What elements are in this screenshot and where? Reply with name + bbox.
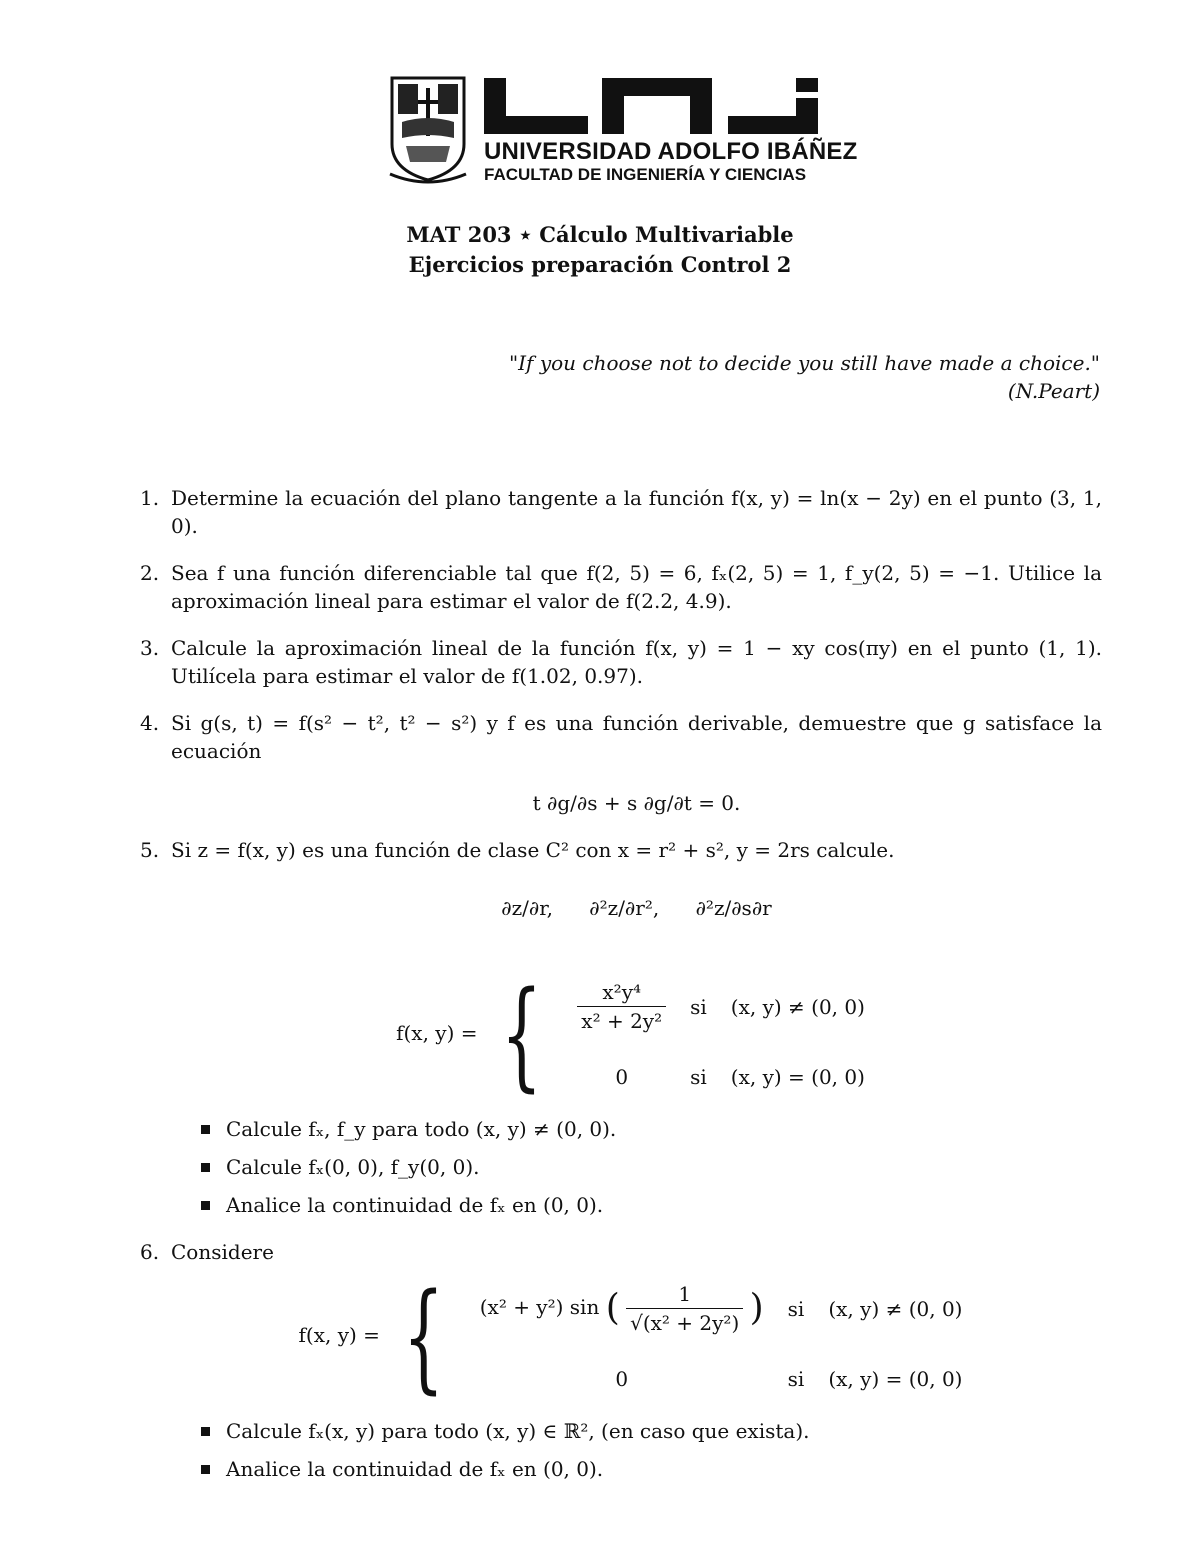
case-if: si	[787, 1367, 805, 1391]
open-paren: (	[605, 1287, 620, 1329]
fraction-denominator: √(x² + 2y²)	[630, 1311, 740, 1335]
problem-text: Si g(s, t) = f(s² − t², t² − s²) y f es una función derivable, demuestre que g satisface la ecuación	[171, 711, 1102, 763]
uai-letters-logo	[484, 78, 828, 136]
piecewise-function	[171, 1266, 1102, 1407]
case-if: si	[787, 1296, 805, 1321]
problem-text: Calcule la aproximación lineal de la función f(x, y) = 1 − xy cos(πy) en el punto (1, 1). Utilícela para estimar el valor de f(1.02, 0.97).	[171, 636, 1102, 688]
epigraph-quote: "If you choose not to decide you still have made a choice."	[508, 351, 1100, 375]
case-row	[468, 1266, 975, 1351]
fraction	[626, 1280, 743, 1337]
problem-3	[140, 634, 1102, 690]
function-lhs: f(x, y) =	[298, 1323, 380, 1347]
problem-number: 6.	[140, 1240, 160, 1264]
case-row	[565, 1049, 877, 1105]
problem-4	[140, 709, 1102, 817]
course-name: MAT 203 ⋆ Cálculo Multivariable	[406, 222, 794, 247]
piecewise-function	[171, 964, 1102, 1105]
problem-6	[140, 1238, 1102, 1483]
case-value: 0	[615, 1065, 629, 1089]
fraction-numerator: x²y⁴	[577, 978, 666, 1007]
function-lhs: f(x, y) =	[396, 1021, 478, 1045]
close-paren: )	[749, 1287, 764, 1329]
exercise-set-title: Ejercicios preparación Control 2	[408, 252, 792, 277]
left-brace: {	[500, 965, 543, 1104]
problem-number: 4.	[140, 711, 160, 735]
subquestion: Calcule fₓ, f_y para todo (x, y) ≠ (0, 0).	[198, 1115, 1102, 1143]
university-name: UNIVERSIDAD ADOLFO IBÁÑEZ	[484, 138, 858, 165]
derivative-1: ∂z/∂r,	[501, 896, 553, 920]
problem-number: 2.	[140, 561, 160, 585]
cases-table	[468, 1266, 975, 1407]
derivative-list	[171, 894, 1102, 922]
fraction-numerator: 1	[626, 1280, 743, 1309]
cases-table	[565, 964, 877, 1105]
subquestion: Calcule fₓ(x, y) para todo (x, y) ∈ ℝ², (en caso que exista).	[198, 1417, 1102, 1445]
case-condition: (x, y) ≠ (0, 0)	[730, 994, 865, 1019]
crest-icon	[388, 74, 468, 186]
case-value: 0	[615, 1367, 629, 1391]
case-if: si	[690, 1065, 707, 1089]
problem-list	[140, 484, 1102, 1502]
case-condition: (x, y) = (0, 0)	[730, 1065, 865, 1089]
left-brace: {	[403, 1267, 445, 1406]
case-value	[468, 1266, 776, 1351]
course-title	[0, 220, 1200, 280]
faculty-name: FACULTAD DE INGENIERÍA Y CIENCIAS	[484, 165, 807, 184]
case-row	[565, 964, 877, 1049]
problem-number: 3.	[140, 636, 160, 660]
problem-number: 5.	[140, 838, 160, 862]
subquestion: Analice la continuidad de fₓ en (0, 0).	[198, 1455, 1102, 1483]
subquestion-list	[171, 1115, 1102, 1219]
problem-1	[140, 484, 1102, 540]
case-factor: (x² + y²) sin	[479, 1295, 600, 1319]
case-condition: (x, y) ≠ (0, 0)	[828, 1296, 963, 1321]
derivative-3: ∂²z/∂s∂r	[695, 896, 772, 920]
case-condition: (x, y) = (0, 0)	[828, 1367, 963, 1391]
subquestion: Calcule fₓ(0, 0), f_y(0, 0).	[198, 1153, 1102, 1181]
problem-text: Si z = f(x, y) es una función de clase C² con x = r² + s², y = 2rs calcule.	[171, 838, 895, 862]
problem-2	[140, 559, 1102, 615]
subquestion-list	[171, 1417, 1102, 1483]
epigraph	[509, 349, 1100, 405]
case-value	[565, 964, 678, 1049]
derivative-2: ∂²z/∂r²,	[589, 896, 660, 920]
subquestion: Analice la continuidad de fₓ en (0, 0).	[198, 1191, 1102, 1219]
fraction	[577, 978, 666, 1035]
case-if: si	[690, 994, 707, 1019]
problem-text: Sea f una función diferenciable tal que f(2, 5) = 6, fₓ(2, 5) = 1, f_y(2, 5) = −1. Utilice la aproximación lineal para estimar el valor de f(2.2, 4.9).	[171, 561, 1102, 613]
problem-text: Considere	[171, 1240, 274, 1264]
problem-5	[140, 836, 1102, 1219]
display-equation: t ∂g/∂s + s ∂g/∂t = 0.	[532, 791, 741, 815]
epigraph-author: (N.Peart)	[1007, 379, 1100, 403]
problem-number: 1.	[140, 486, 160, 510]
case-row	[468, 1351, 975, 1407]
fraction-denominator: x² + 2y²	[581, 1009, 663, 1033]
university-logo	[388, 74, 858, 186]
problem-text: Determine la ecuación del plano tangente a la función f(x, y) = ln(x − 2y) en el punto (3, 1, 0).	[171, 486, 1102, 538]
